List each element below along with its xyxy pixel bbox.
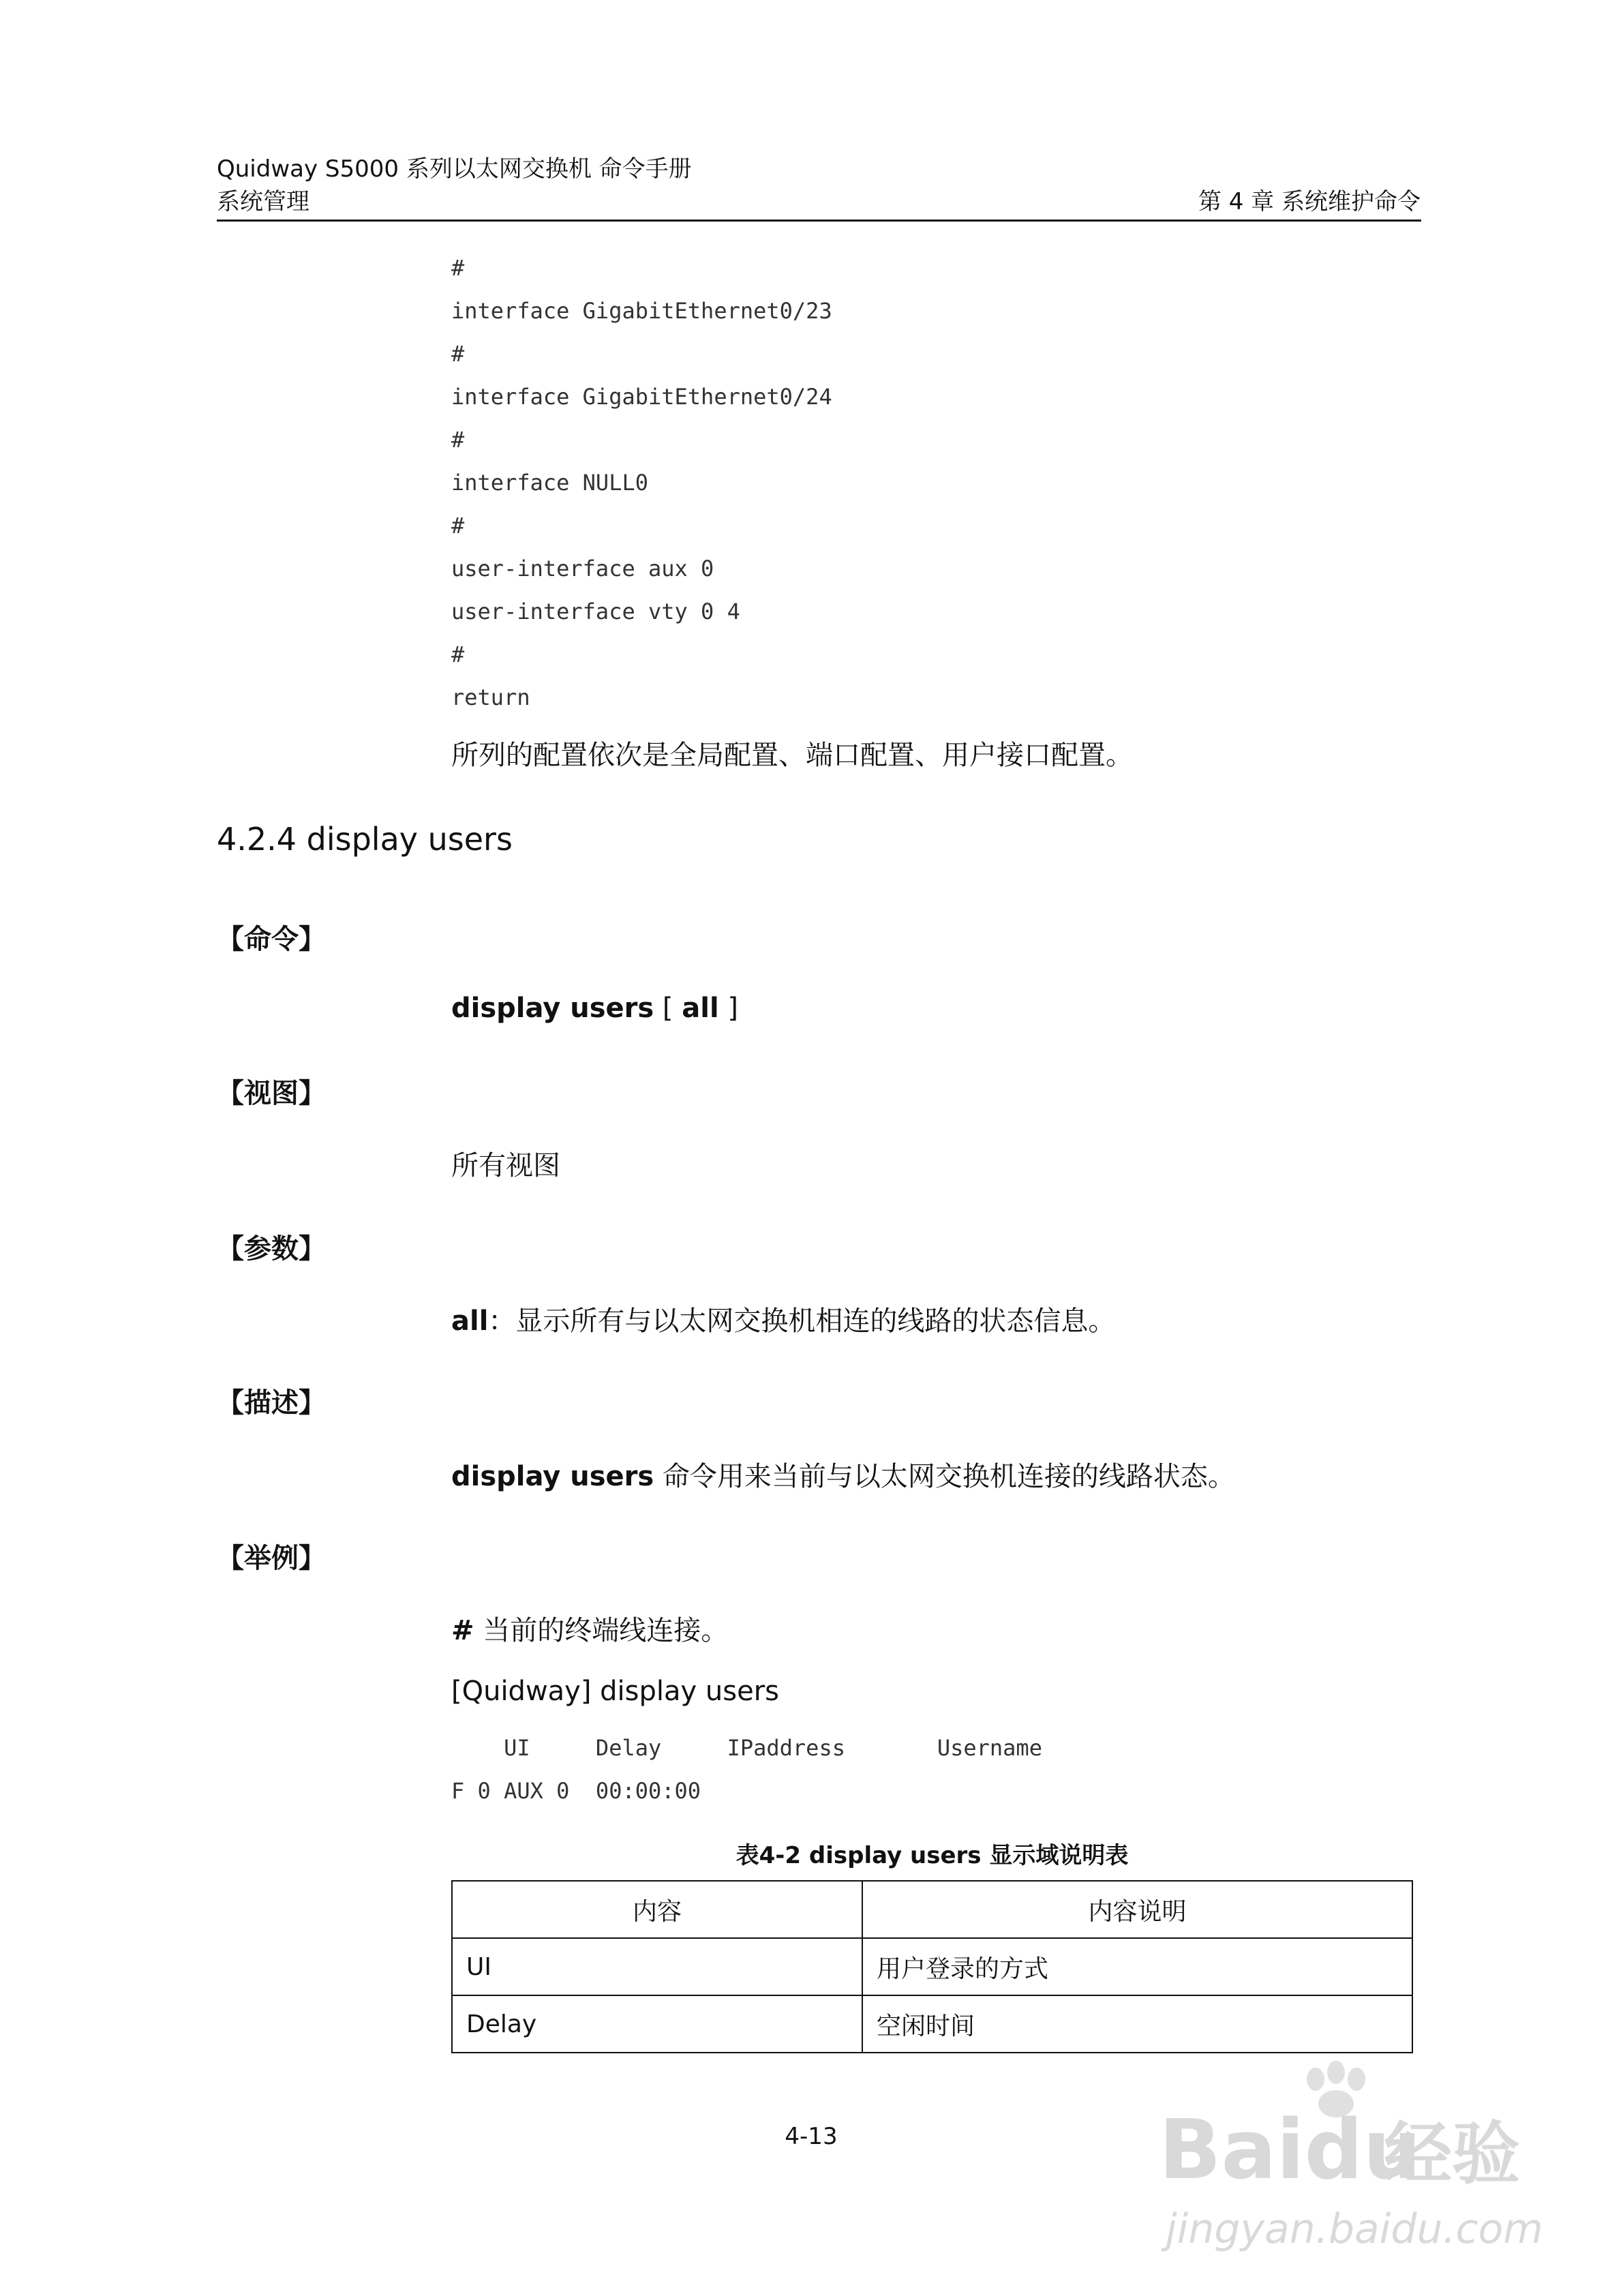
code-line: return xyxy=(451,684,530,710)
watermark xyxy=(1152,2059,1543,2263)
config-note: 所列的配置依次是全局配置、端口配置、用户接口配置。 xyxy=(451,740,1133,771)
description-keyword: display users xyxy=(451,1461,654,1492)
fields-table xyxy=(451,1880,1413,2053)
description-line xyxy=(451,1455,1235,1494)
table-row xyxy=(452,1995,1412,2053)
command-syntax xyxy=(451,993,738,1024)
label-command: 【命令】 xyxy=(217,924,326,955)
param-text: ：显示所有与以太网交换机相连的线路的状态信息。 xyxy=(488,1305,1116,1337)
param-line xyxy=(451,1299,1115,1338)
example-prompt: [Quidway] display users xyxy=(451,1676,779,1707)
watermark-brand-part: Bai xyxy=(1159,2103,1305,2198)
table-cell: Delay xyxy=(452,1995,862,2053)
label-params: 【参数】 xyxy=(217,1233,326,1265)
example-comment xyxy=(451,1609,728,1648)
param-name: all xyxy=(451,1305,489,1337)
table-row xyxy=(452,1938,1412,1995)
table-cell: 用户登录的方式 xyxy=(862,1938,1412,1995)
header-title: Quidway S5000 系列以太网交换机 命令手册 xyxy=(217,155,692,183)
code-line: user-interface vty 0 4 xyxy=(451,599,740,624)
table-header-cell: 内容说明 xyxy=(862,1881,1412,1938)
example-comment-text: 当前的终端线连接。 xyxy=(474,1615,729,1646)
header-chapter: 第 4 章 系统维护命令 xyxy=(1198,188,1421,215)
code-line: interface GigabitEthernet0/24 xyxy=(451,384,832,410)
example-hash: # xyxy=(451,1615,474,1646)
code-line: user-interface aux 0 xyxy=(451,556,714,581)
table-cell: 空闲时间 xyxy=(862,1995,1412,2053)
page-number: 4-13 xyxy=(785,2123,838,2150)
code-line: interface GigabitEthernet0/23 xyxy=(451,298,832,324)
code-line: # xyxy=(451,341,465,367)
watermark-cn: 经验 xyxy=(1384,2114,1520,2194)
section-heading: 4.2.4 display users xyxy=(217,821,513,858)
label-example: 【举例】 xyxy=(217,1543,326,1574)
header-section: 系统管理 xyxy=(217,188,309,215)
table-header-row xyxy=(452,1881,1412,1938)
command-keyword: display users xyxy=(451,993,654,1024)
watermark-brand xyxy=(1159,2103,1421,2198)
view-text: 所有视图 xyxy=(451,1150,560,1181)
table-cell: UI xyxy=(452,1938,862,1995)
description-text: 命令用来当前与以太网交换机连接的线路状态。 xyxy=(654,1461,1235,1492)
watermark-brand-part: du xyxy=(1304,2103,1421,2198)
code-line: interface NULL0 xyxy=(451,470,648,496)
command-bracket-close: ] xyxy=(718,993,739,1024)
output-line: UI Delay IPaddress Username xyxy=(451,1735,1042,1761)
code-line: # xyxy=(451,513,465,539)
code-line: # xyxy=(451,255,465,281)
header-rule xyxy=(217,220,1421,222)
code-line: # xyxy=(451,641,465,667)
command-bracket-open: [ xyxy=(654,993,682,1024)
label-description: 【描述】 xyxy=(217,1387,326,1419)
table-caption: 表4-2 display users 显示域说明表 xyxy=(735,1842,1129,1869)
command-option: all xyxy=(682,993,719,1024)
config-code-block xyxy=(451,255,832,727)
watermark-url: jingyan.baidu.com xyxy=(1166,2205,1543,2253)
table-header-cell: 内容 xyxy=(452,1881,862,1938)
output-line: F 0 AUX 0 00:00:00 xyxy=(451,1778,701,1804)
code-line: # xyxy=(451,427,465,453)
label-view: 【视图】 xyxy=(217,1078,326,1109)
